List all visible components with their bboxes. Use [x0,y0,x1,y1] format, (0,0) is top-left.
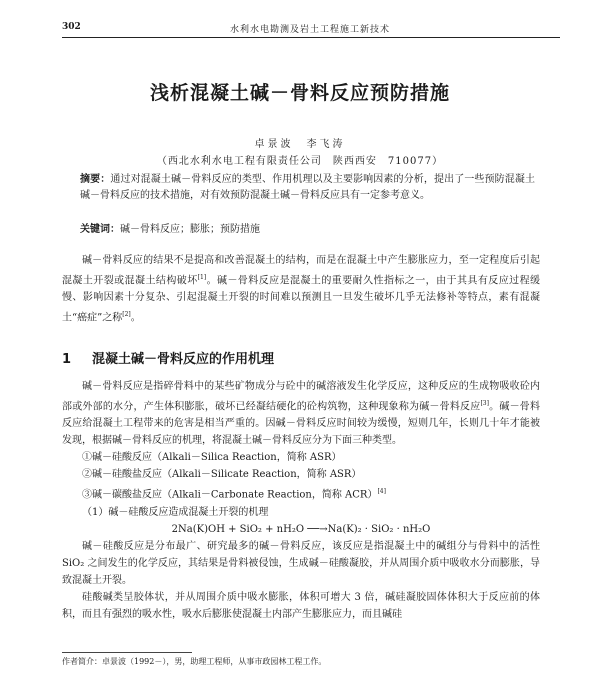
citation: [1] [197,274,207,281]
section-title: 混凝土碱－骨料反应的作用机理 [92,352,275,367]
running-header [62,22,560,36]
reaction-type-3 [62,483,540,503]
chemical-equation: 2Na(K)OH + SiO₂ + nH₂O ──→Na(K)₂ · SiO₂ · nH₂O [171,523,431,535]
journal-title: 水利水电勘测及岩土工程施工新技术 [230,25,391,35]
para-text: 。碱－骨料反应给混凝土工程带来的危害是相当严重的。因碱－骨料反应时间较为缓慢，短则几年，长则几十年才能被发现，根据碱－骨料反应的机理，将混凝土碱－骨料反应分为下面三种类型。 [62,401,541,447]
affiliation: （西北水利水电工程有限责任公司 陕西西安 710077） [156,156,444,167]
keywords [80,222,535,238]
page-number: 302 [62,22,81,32]
article-title: 浅析混凝土碱－骨料反应预防措施 [149,82,450,104]
citation: [4] [377,488,386,496]
para-text: 碱－骨料反应是指碎骨料中的某些矿物成分与砼中的碱溶液发生化学反应，这种反应的生成物吸收砼内部或外部的水分，产生体积膨胀，破坏已经凝结硬化的砼构筑物，这种现象称为碱－骨料反应 [62,381,540,413]
section-paragraph: 硅酸碱类呈胶体状，并从周围介质中吸水膨胀，体积可增大 3 倍，碱硅凝胶固体体积大于反应前的体积，而且有强烈的吸水性，吸水后膨胀使混凝土内部产生膨胀应力，而且碱硅 [62,591,540,620]
keywords-text: 碱－骨料反应；膨胀；预防措施 [120,224,260,235]
author-footnote: 作者简介：卓景波（1992－），男，助理工程师，从事市政园林工程工作。 [62,657,327,666]
abstract-label: 摘要： [80,174,111,185]
intro-text-2: 。碱－骨料反应是混凝土的重要耐久性指标之一，由于其具有反应过程缓慢、影响因素十分复杂、引起混凝土开裂的时间难以预测且一旦发生破坏几乎无法修补等特点，素有混凝土“癌症”之称 [62,275,541,324]
intro-text-3: 。 [130,312,141,324]
section-1-heading [62,348,274,367]
keywords-label: 关键词： [80,224,120,235]
abstract [80,172,535,204]
intro-text-1: 碱－骨料反应的结果不是提高和改善混凝土的结构，而是在混凝土中产生膨胀应力，至一定程度后引起混凝土开裂或混凝土结构破坏 [62,255,540,287]
subheading: （1）碱－硅酸反应造成混凝土开裂的机理 [82,506,269,518]
section-number: 1 [62,352,72,367]
reaction-type-2: ②碱－硅酸盐反应（Alkali－Silicate Reaction，简称 ASR） [82,469,362,481]
authors: 卓景波 李飞涛 [254,139,346,150]
abstract-text: 通过对混凝土碱－骨料反应的类型、作用机理以及主要影响因素的分析，提出了一些预防混凝土碱－骨料反应的技术措施，对有效预防混凝土碱－骨料反应具有一定参考意义。 [80,174,536,201]
type3-text: ③碱－碳酸盐反应（Alkali－Carbonate Reaction，简称 ACR） [82,489,378,501]
citation: [2] [122,311,131,319]
introduction [62,252,540,327]
header-rule [62,37,560,38]
section-1-body [62,378,540,623]
footnote-rule [62,652,192,653]
citation: [3] [480,400,489,407]
reaction-type-1: ①碱－硅酸反应（Alkali－Silica Reaction，简称 ASR） [82,452,342,464]
section-paragraph [62,378,540,449]
section-paragraph: 碱－硅酸反应是分布最广、研究最多的碱－骨料反应，该反应是指混凝土中的碱组分与骨料中的活性 SiO₂ 之间发生的化学反应，其结果是骨料被侵蚀，生成碱－硅酸凝胶，并从周围介质中吸收水分而膨胀，导致混凝土开裂。 [62,540,540,586]
intro-paragraph [62,252,540,327]
